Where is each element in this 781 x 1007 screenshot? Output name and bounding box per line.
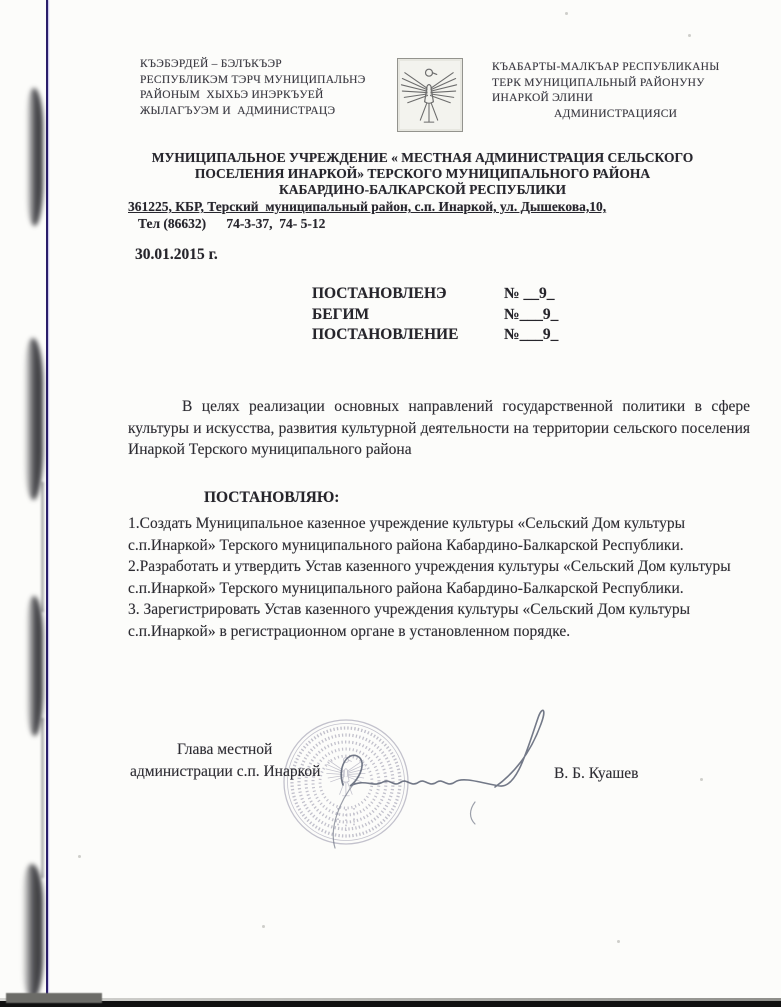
resolution-label: ПОСТАНОВЛЕНЭ [312,285,447,302]
org-address: 361225, КБР, Терский муниципальный район, с.п. Инаркой, ул. Дышекова,10, [128,199,607,214]
document-date: 30.01.2015 г. [135,246,218,263]
decree-word: ПОСТАНОВЛЯЮ: [204,489,340,506]
letterhead-line: КЪАБАРТЫ-МАЛКЪАР РЕСПУБЛИКАНЫ [492,61,720,73]
resolution-row [312,284,558,305]
scan-smudge [26,88,43,226]
org-title-line: КАБАРДИНО-БАЛКАРСКОЙ РЕСПУБЛИКИ [278,182,567,197]
letterhead-line: ЖЫЛАГЪУЭМ И АДМИНИСТРАЦЭ [140,104,336,117]
org-phone: Тел (86632) 74-3-37, 74- 5-12 [138,216,326,231]
resolution-label: ПОСТАНОВЛЕНИЕ [312,326,459,343]
scan-speck [617,940,620,943]
resolution-header [312,284,558,346]
scan-bottom-edge-black [0,1001,781,1007]
coat-of-arms-icon [397,58,463,132]
decree-item: 1.Создать Муниципальное казенное учреждение культуры «Сельский Дом культуры с.п.Инаркой» Терского муниципального района Кабардино-Балкарской Республики. [128,515,686,554]
resolution-number: №___9_ [504,305,559,323]
letterhead-kabardian [140,57,392,119]
scan-smudge [24,338,43,500]
scan-streak [41,718,44,878]
letterhead-balkar [492,60,750,122]
signature-post-line2: администрации с.п. Инаркой [130,763,321,780]
scan-speck [262,925,265,928]
letterhead-line: РАЙОНЫМ ХЫХЬЭ ИНЭРКЪУЕЙ [140,89,324,102]
resolution-row [312,325,558,346]
scan-smudge [26,596,43,736]
letterhead-line: ТЕРК МУНИЦИПАЛЬНЫЙ РАЙОНУНУ [492,76,705,89]
scan-speck [688,34,691,37]
resolution-row [312,305,558,326]
scan-streak [41,482,44,612]
signature-post-line1: Глава местной [177,741,273,758]
resolution-number: № __9_ [504,285,555,302]
letterhead-line: АДМИНИСТРАЦИЯСИ [554,107,678,120]
preamble-paragraph: В целях реализации основных направлений государственной политики в сфере культуры и искусства, развития культурной деятельности на территории сельского поселения Инаркой Терского муниципального района [128,398,750,458]
decree-item: 3. Зарегистрировать Устав казенного учреждения культуры «Сельский Дом культуры с.п.Инаркой» в регистрационном органе в установленном порядке. [128,601,691,640]
scan-speck [78,855,81,858]
handwritten-signature [295,690,565,865]
decree-items [128,513,754,642]
scan-corner-shadow [6,993,102,1003]
resolution-number: №___9_ [504,326,559,343]
resolution-label: БЕГИМ [312,305,370,323]
letterhead-line: РЕСПУБЛИКЭМ ТЭРЧ МУНИЦИПАЛЬНЭ [140,73,366,86]
org-title-line: МУНИЦИПАЛЬНОЕ УЧРЕЖДЕНИЕ « МЕСТНАЯ АДМИНИСТРАЦИЯ СЕЛЬСКОГО [151,150,694,165]
scan-spine-line [46,0,48,1007]
scan-smudge [22,864,43,1000]
organization-title [100,150,745,198]
signatory-name: В. Б. Куашев [554,765,639,782]
letterhead-line: ИНАРКОЙ ЭЛИНИ [492,92,594,105]
letterhead-line: КЪЭБЭРДЕЙ – БЭЛЪКЪЭР [140,58,282,70]
decree-item: 2.Разработать и утвердить Устав казенного учреждения культуры «Сельский Дом культуры с.п.Инаркой» Терского муниципального района Кабардино-Балкарской Республики. [128,558,731,597]
scan-speck [700,778,703,781]
scan-speck [565,12,568,15]
org-title-line: ПОСЕЛЕНИЯ ИНАРКОЙ» ТЕРСКОГО МУНИЦИПАЛЬНОГО РАЙОНА [194,166,651,181]
